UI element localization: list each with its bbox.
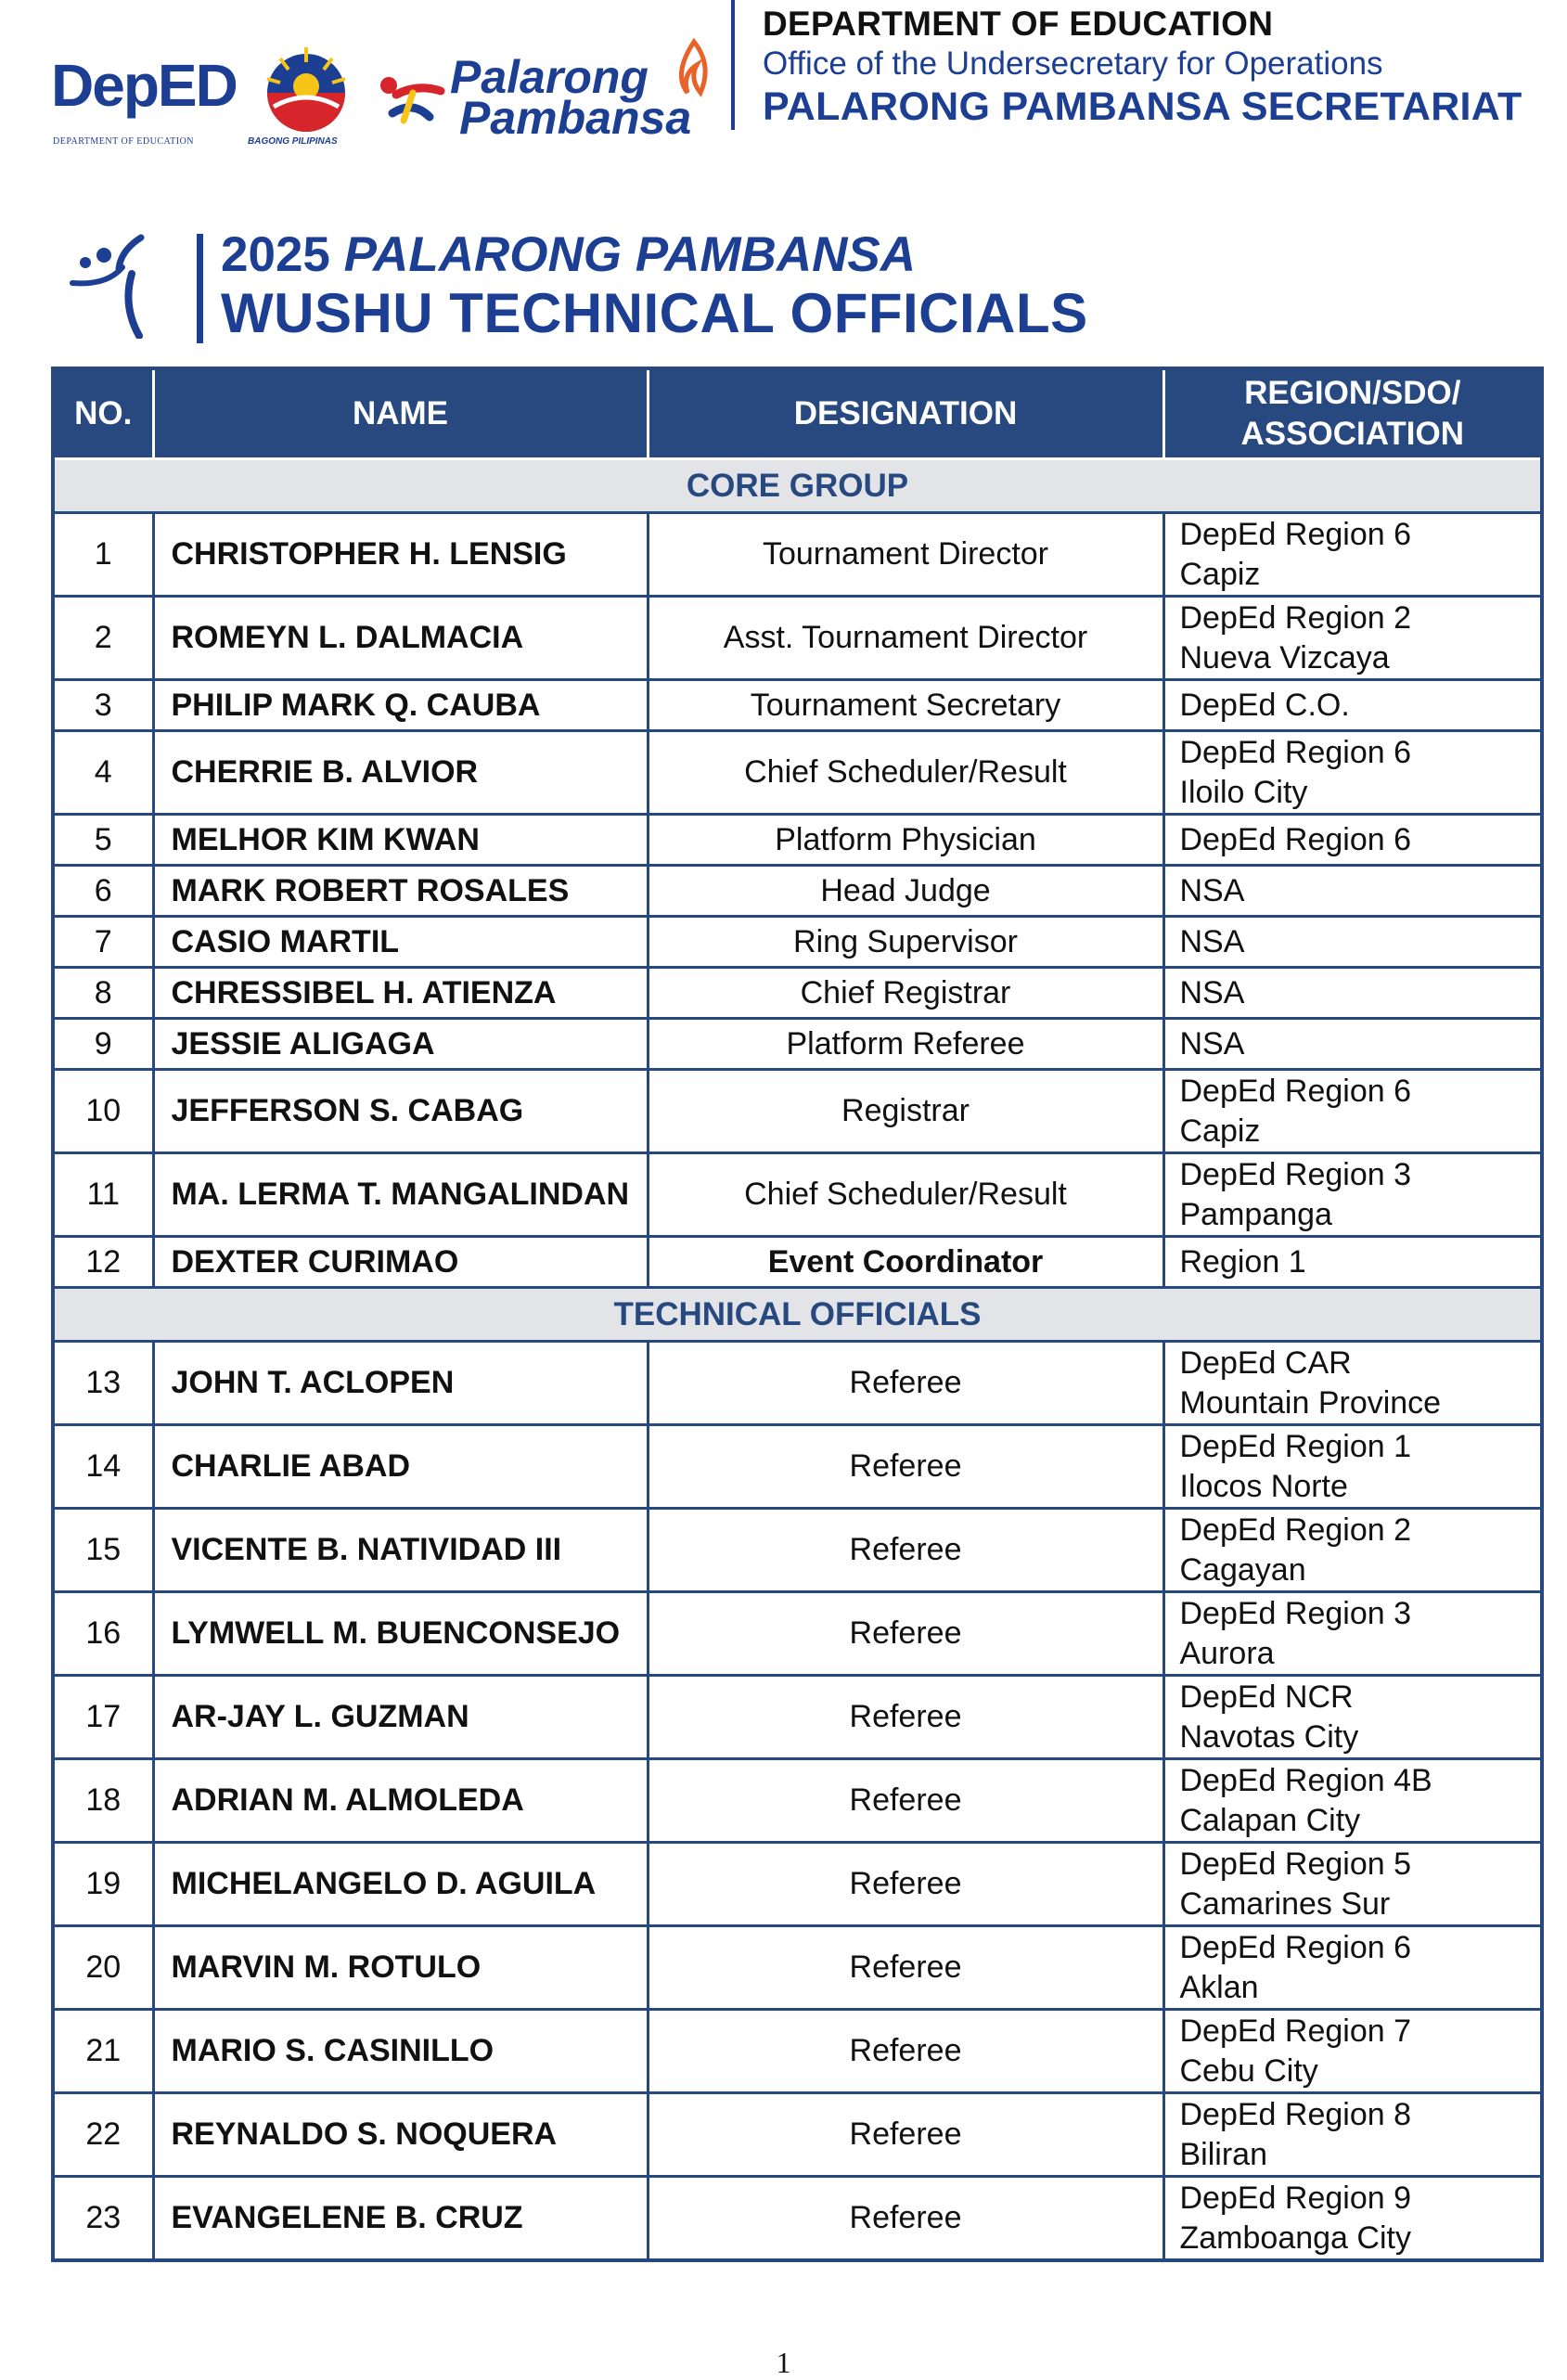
cell-region bbox=[1163, 1070, 1542, 1153]
cell-region bbox=[1163, 597, 1542, 680]
region-line1: DepEd Region 2 bbox=[1179, 1512, 1412, 1548]
cell-name: MARVIN M. ROTULO bbox=[153, 1926, 648, 2010]
cell-designation: Referee bbox=[648, 1592, 1163, 1676]
region-line2: Biliran bbox=[1179, 2136, 1267, 2172]
cell-region bbox=[1163, 2177, 1542, 2261]
cell-region bbox=[1163, 1509, 1542, 1592]
section-title: CORE GROUP bbox=[53, 459, 1542, 513]
region-line1: DepEd Region 8 bbox=[1179, 2096, 1412, 2132]
table-row bbox=[53, 866, 1542, 917]
cell-designation: Platform Physician bbox=[648, 815, 1163, 866]
cell-no: 19 bbox=[53, 1843, 153, 1926]
region-line1: DepEd Region 4B bbox=[1179, 1762, 1432, 1798]
page-number: 1 bbox=[776, 2346, 791, 2379]
cell-no: 4 bbox=[53, 731, 153, 815]
region-line1: DepEd C.O. bbox=[1179, 687, 1350, 723]
cell-no: 11 bbox=[53, 1153, 153, 1237]
region-line1: DepEd Region 3 bbox=[1179, 1595, 1412, 1631]
section-row bbox=[53, 1288, 1542, 1342]
table-row bbox=[53, 1926, 1542, 2010]
cell-name: CHRISTOPHER H. LENSIG bbox=[153, 513, 648, 597]
cell-name: JESSIE ALIGAGA bbox=[153, 1019, 648, 1070]
title-accent-bar bbox=[197, 234, 203, 343]
table-row bbox=[53, 597, 1542, 680]
header-name: NAME bbox=[153, 368, 648, 459]
section-row bbox=[53, 459, 1542, 513]
cell-designation: Referee bbox=[648, 2093, 1163, 2177]
cell-no: 8 bbox=[53, 968, 153, 1019]
region-line1: Region 1 bbox=[1179, 1243, 1306, 1280]
cell-no: 23 bbox=[53, 2177, 153, 2261]
cell-designation: Referee bbox=[648, 1676, 1163, 1759]
bagong-pilipinas-logo bbox=[255, 42, 357, 148]
cell-designation: Platform Referee bbox=[648, 1019, 1163, 1070]
department-name: DEPARTMENT OF EDUCATION bbox=[763, 5, 1274, 43]
header-region-line2: ASSOCIATION bbox=[1240, 416, 1464, 452]
cell-no: 16 bbox=[53, 1592, 153, 1676]
cell-name: LYMWELL M. BUENCONSEJO bbox=[153, 1592, 648, 1676]
cell-region bbox=[1163, 1926, 1542, 2010]
cell-no: 9 bbox=[53, 1019, 153, 1070]
pambansa-text: Pambansa bbox=[459, 92, 692, 144]
region-line1: DepEd Region 3 bbox=[1179, 1156, 1412, 1192]
flame-icon bbox=[671, 37, 717, 102]
cell-designation: Tournament Director bbox=[648, 513, 1163, 597]
region-line2: Nueva Vizcaya bbox=[1179, 639, 1390, 675]
cell-name: CASIO MARTIL bbox=[153, 917, 648, 968]
cell-name: REYNALDO S. NOQUERA bbox=[153, 2093, 648, 2177]
region-line1: DepEd Region 9 bbox=[1179, 2180, 1412, 2216]
cell-name: MARIO S. CASINILLO bbox=[153, 2010, 648, 2093]
deped-logo-wordmark: DepED bbox=[51, 52, 237, 119]
cell-region bbox=[1163, 2093, 1542, 2177]
table-row bbox=[53, 731, 1542, 815]
cell-region bbox=[1163, 1676, 1542, 1759]
cell-region bbox=[1163, 1759, 1542, 1843]
cell-name: AR-JAY L. GUZMAN bbox=[153, 1676, 648, 1759]
title-event: PALARONG PAMBANSA bbox=[343, 227, 916, 282]
cell-region bbox=[1163, 917, 1542, 968]
cell-region bbox=[1163, 731, 1542, 815]
cell-designation: Event Coordinator bbox=[648, 1237, 1163, 1288]
cell-no: 17 bbox=[53, 1676, 153, 1759]
table-row bbox=[53, 2177, 1542, 2261]
cell-name: ROMEYN L. DALMACIA bbox=[153, 597, 648, 680]
table-row bbox=[53, 1676, 1542, 1759]
cell-name: CHRESSIBEL H. ATIENZA bbox=[153, 968, 648, 1019]
cell-no: 1 bbox=[53, 513, 153, 597]
cell-designation: Registrar bbox=[648, 1070, 1163, 1153]
cell-designation: Chief Registrar bbox=[648, 968, 1163, 1019]
header-region-line1: REGION/SDO/ bbox=[1244, 375, 1461, 411]
cell-region bbox=[1163, 1843, 1542, 1926]
cell-name: MARK ROBERT ROSALES bbox=[153, 866, 648, 917]
cell-no: 10 bbox=[53, 1070, 153, 1153]
region-line1: DepEd CAR bbox=[1179, 1344, 1352, 1381]
cell-designation: Ring Supervisor bbox=[648, 917, 1163, 968]
cell-name: PHILIP MARK Q. CAUBA bbox=[153, 680, 648, 731]
region-line1: DepEd Region 6 bbox=[1179, 734, 1412, 770]
deped-logo bbox=[51, 51, 237, 147]
cell-designation: Referee bbox=[648, 1759, 1163, 1843]
cell-region bbox=[1163, 815, 1542, 866]
table-row bbox=[53, 680, 1542, 731]
region-line2: Cagayan bbox=[1179, 1551, 1306, 1588]
cell-name: VICENTE B. NATIVIDAD III bbox=[153, 1509, 648, 1592]
table-row bbox=[53, 815, 1542, 866]
secretariat-name: PALARONG PAMBANSA SECRETARIAT bbox=[763, 84, 1522, 129]
wushu-figure-icon bbox=[65, 232, 176, 339]
region-line1: NSA bbox=[1179, 872, 1245, 908]
table-row bbox=[53, 1237, 1542, 1288]
cell-no: 22 bbox=[53, 2093, 153, 2177]
cell-no: 6 bbox=[53, 866, 153, 917]
cell-region bbox=[1163, 1342, 1542, 1425]
cell-designation: Referee bbox=[648, 1843, 1163, 1926]
cell-no: 20 bbox=[53, 1926, 153, 2010]
title-subtitle: WUSHU TECHNICAL OFFICIALS bbox=[221, 282, 1088, 344]
region-line2: Navotas City bbox=[1179, 1718, 1359, 1755]
cell-no: 15 bbox=[53, 1509, 153, 1592]
palarong-pambansa-logo bbox=[376, 37, 719, 144]
cell-designation: Referee bbox=[648, 2010, 1163, 2093]
table-row bbox=[53, 1592, 1542, 1676]
cell-name: ADRIAN M. ALMOLEDA bbox=[153, 1759, 648, 1843]
cell-designation: Head Judge bbox=[648, 866, 1163, 917]
document-title bbox=[221, 226, 1088, 343]
cell-region bbox=[1163, 680, 1542, 731]
cell-name: MELHOR KIM KWAN bbox=[153, 815, 648, 866]
cell-no: 18 bbox=[53, 1759, 153, 1843]
region-line2: Iloilo City bbox=[1179, 774, 1308, 810]
header-designation: DESIGNATION bbox=[648, 368, 1163, 459]
region-line2: Aklan bbox=[1179, 1969, 1259, 2005]
cell-name: JEFFERSON S. CABAG bbox=[153, 1070, 648, 1153]
table-row bbox=[53, 1019, 1542, 1070]
table-row bbox=[53, 513, 1542, 597]
cell-no: 13 bbox=[53, 1342, 153, 1425]
table-row bbox=[53, 2010, 1542, 2093]
table-row bbox=[53, 1843, 1542, 1926]
region-line1: DepEd Region 6 bbox=[1179, 1929, 1412, 1965]
department-header bbox=[763, 4, 1561, 130]
region-line2: Aurora bbox=[1179, 1635, 1275, 1671]
region-line1: DepEd Region 6 bbox=[1179, 1073, 1412, 1109]
table-row bbox=[53, 1425, 1542, 1509]
cell-region bbox=[1163, 1592, 1542, 1676]
region-line2: Mountain Province bbox=[1179, 1384, 1442, 1421]
region-line1: NSA bbox=[1179, 923, 1245, 959]
cell-name: DEXTER CURIMAO bbox=[153, 1237, 648, 1288]
region-line1: DepEd Region 1 bbox=[1179, 1428, 1412, 1464]
title-year: 2025 bbox=[221, 227, 330, 282]
cell-no: 21 bbox=[53, 2010, 153, 2093]
runner-icon bbox=[376, 56, 459, 130]
cell-region bbox=[1163, 866, 1542, 917]
cell-designation: Asst. Tournament Director bbox=[648, 597, 1163, 680]
palarong-text: Palarong bbox=[450, 51, 649, 103]
region-line2: Camarines Sur bbox=[1179, 1885, 1391, 1922]
cell-region bbox=[1163, 2010, 1542, 2093]
region-line2: Capiz bbox=[1179, 556, 1261, 592]
table-row bbox=[53, 1342, 1542, 1425]
header-region bbox=[1163, 368, 1542, 459]
cell-no: 7 bbox=[53, 917, 153, 968]
deped-logo-text bbox=[51, 51, 237, 120]
region-line2: Ilocos Norte bbox=[1179, 1468, 1348, 1504]
cell-designation: Chief Scheduler/Result bbox=[648, 1153, 1163, 1237]
header-divider bbox=[731, 0, 735, 130]
cell-designation: Tournament Secretary bbox=[648, 680, 1163, 731]
table-row bbox=[53, 1153, 1542, 1237]
cell-designation: Chief Scheduler/Result bbox=[648, 731, 1163, 815]
cell-region bbox=[1163, 968, 1542, 1019]
cell-name: CHERRIE B. ALVIOR bbox=[153, 731, 648, 815]
cell-no: 5 bbox=[53, 815, 153, 866]
region-line1: DepEd NCR bbox=[1179, 1679, 1354, 1715]
cell-region bbox=[1163, 513, 1542, 597]
deped-logo-subtext: DEPARTMENT OF EDUCATION bbox=[53, 136, 195, 147]
region-line1: DepEd Region 6 bbox=[1179, 821, 1412, 857]
cell-no: 14 bbox=[53, 1425, 153, 1509]
region-line2: Zamboanga City bbox=[1179, 2219, 1411, 2256]
section-title: TECHNICAL OFFICIALS bbox=[53, 1288, 1542, 1342]
officials-table bbox=[51, 367, 1544, 2262]
cell-region bbox=[1163, 1153, 1542, 1237]
region-line2: Cebu City bbox=[1179, 2052, 1318, 2089]
cell-name: JOHN T. ACLOPEN bbox=[153, 1342, 648, 1425]
title-line-event bbox=[221, 226, 1088, 284]
table-header-row bbox=[53, 368, 1542, 459]
table-row bbox=[53, 1070, 1542, 1153]
region-line2: Capiz bbox=[1179, 1113, 1261, 1149]
cell-no: 12 bbox=[53, 1237, 153, 1288]
region-line2: Calapan City bbox=[1179, 1802, 1361, 1838]
table-row bbox=[53, 917, 1542, 968]
table-row bbox=[53, 1509, 1542, 1592]
cell-designation: Referee bbox=[648, 1425, 1163, 1509]
cell-designation: Referee bbox=[648, 1342, 1163, 1425]
cell-region bbox=[1163, 1237, 1542, 1288]
cell-designation: Referee bbox=[648, 1509, 1163, 1592]
cell-name: MICHELANGELO D. AGUILA bbox=[153, 1843, 648, 1926]
table-row bbox=[53, 2093, 1542, 2177]
bagong-pilipinas-text: BAGONG PILIPINAS bbox=[248, 136, 338, 147]
cell-name: MA. LERMA T. MANGALINDAN bbox=[153, 1153, 648, 1237]
region-line1: DepEd Region 5 bbox=[1179, 1846, 1412, 1882]
region-line1: DepEd Region 2 bbox=[1179, 599, 1412, 636]
header-logos bbox=[51, 23, 719, 147]
cell-designation: Referee bbox=[648, 1926, 1163, 2010]
region-line1: NSA bbox=[1179, 1025, 1245, 1061]
cell-no: 3 bbox=[53, 680, 153, 731]
cell-region bbox=[1163, 1425, 1542, 1509]
office-name: Office of the Undersecretary for Operations bbox=[763, 45, 1383, 82]
table-row bbox=[53, 968, 1542, 1019]
header-no: NO. bbox=[53, 368, 153, 459]
cell-name: EVANGELENE B. CRUZ bbox=[153, 2177, 648, 2261]
region-line1: DepEd Region 7 bbox=[1179, 2013, 1412, 2049]
region-line1: NSA bbox=[1179, 974, 1245, 1010]
cell-no: 2 bbox=[53, 597, 153, 680]
region-line1: DepEd Region 6 bbox=[1179, 516, 1412, 552]
table-row bbox=[53, 1759, 1542, 1843]
region-line2: Pampanga bbox=[1179, 1196, 1332, 1232]
cell-designation: Referee bbox=[648, 2177, 1163, 2261]
cell-region bbox=[1163, 1019, 1542, 1070]
cell-name: CHARLIE ABAD bbox=[153, 1425, 648, 1509]
